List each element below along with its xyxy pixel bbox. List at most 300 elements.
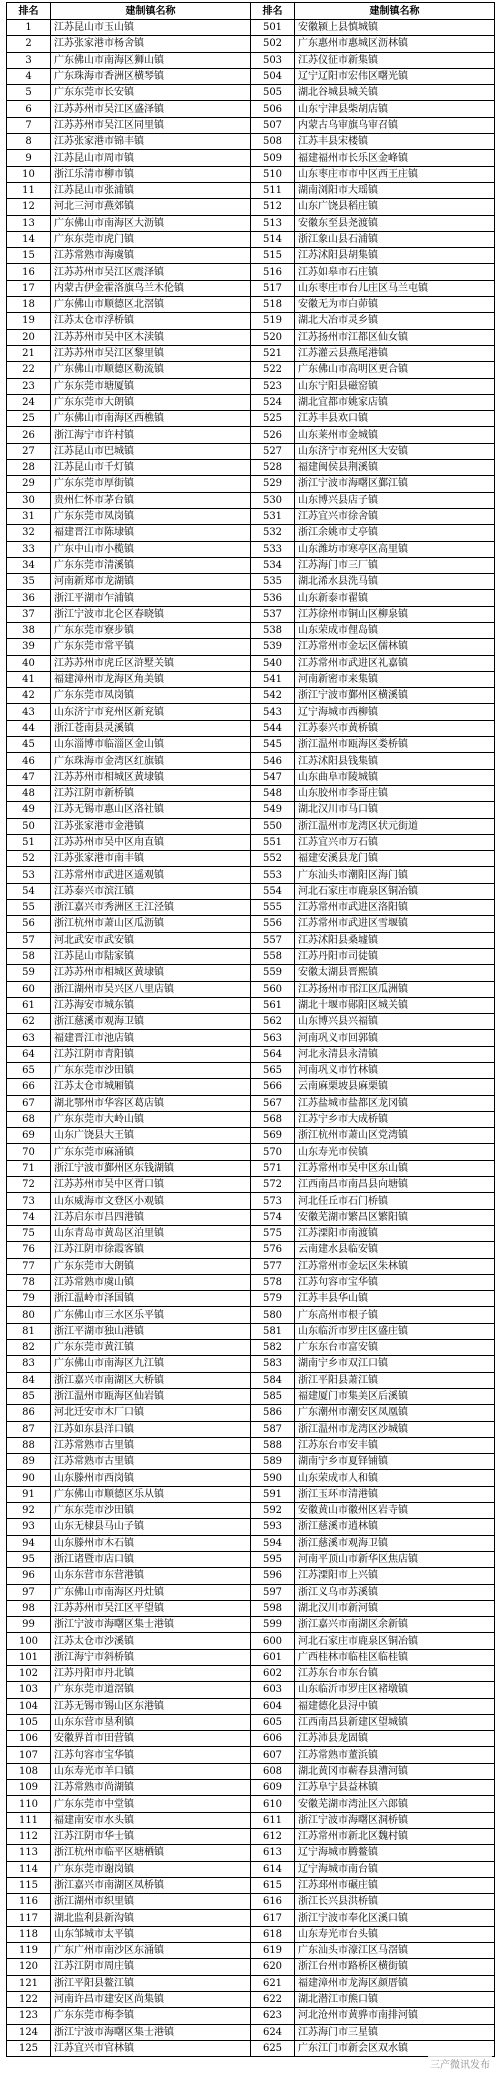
rank-left-cell: 33 xyxy=(7,541,51,557)
name-right-cell: 浙江台州市路桥区横街镇 xyxy=(295,1959,495,1975)
name-right-cell: 广东高州市根子镇 xyxy=(295,1307,495,1323)
rank-right-cell: 522 xyxy=(251,362,295,378)
name-left-cell: 广东东莞市中堂镇 xyxy=(51,1796,251,1812)
rank-right-cell: 511 xyxy=(251,182,295,198)
table-row xyxy=(7,1340,495,1356)
table-row xyxy=(7,1763,495,1779)
name-right-cell: 浙江长兴县洪桥镇 xyxy=(295,1894,495,1910)
rank-left-cell: 111 xyxy=(7,1812,51,1828)
name-right-cell: 湖南宁乡市双江口镇 xyxy=(295,1356,495,1372)
table-row xyxy=(7,101,495,117)
table-row xyxy=(7,574,495,590)
table-row xyxy=(7,231,495,247)
rank-right-cell: 524 xyxy=(251,394,295,410)
rank-left-cell: 87 xyxy=(7,1421,51,1437)
rank-right-cell: 624 xyxy=(251,2024,295,2040)
table-row xyxy=(7,606,495,622)
name-left-cell: 浙江嘉兴市秀洲区王江泾镇 xyxy=(51,900,251,916)
name-left-cell: 河北三河市燕郊镇 xyxy=(51,199,251,215)
name-right-cell: 浙江慈溪市观海卫镇 xyxy=(295,1535,495,1551)
name-left-cell: 江苏苏州市相城区黄埭镇 xyxy=(51,965,251,981)
rank-left-cell: 21 xyxy=(7,345,51,361)
rank-right-cell: 505 xyxy=(251,85,295,101)
name-left-cell: 山东淄博市临淄区金山镇 xyxy=(51,737,251,753)
name-left-cell: 广东东莞市清溪镇 xyxy=(51,557,251,573)
name-left-cell: 广东中山市小榄镇 xyxy=(51,541,251,557)
rank-right-cell: 556 xyxy=(251,916,295,932)
table-row xyxy=(7,1128,495,1144)
name-right-cell: 江苏丰县华山镇 xyxy=(295,1291,495,1307)
rank-left-cell: 91 xyxy=(7,1486,51,1502)
name-left-cell: 江苏苏州市吴江区同里镇 xyxy=(51,117,251,133)
rank-right-cell: 527 xyxy=(251,443,295,459)
table-row xyxy=(7,1046,495,1062)
rank-right-cell: 520 xyxy=(251,329,295,345)
table-row xyxy=(7,704,495,720)
rank-left-cell: 41 xyxy=(7,671,51,687)
rank-right-cell: 531 xyxy=(251,508,295,524)
rank-right-cell: 537 xyxy=(251,606,295,622)
rank-left-cell: 23 xyxy=(7,378,51,394)
name-right-cell: 福建闽侯县荆溪镇 xyxy=(295,460,495,476)
rank-right-cell: 542 xyxy=(251,688,295,704)
rank-right-cell: 596 xyxy=(251,1568,295,1584)
name-right-cell: 福建厦门市集美区后溪镇 xyxy=(295,1388,495,1404)
rank-right-cell: 540 xyxy=(251,655,295,671)
name-right-cell: 安徽无为市白茆镇 xyxy=(295,297,495,313)
name-right-cell: 山东临沂市罗庄区盛庄镇 xyxy=(295,1323,495,1339)
rank-right-cell: 550 xyxy=(251,818,295,834)
rank-left-cell: 121 xyxy=(7,1975,51,1991)
rank-right-cell: 541 xyxy=(251,671,295,687)
table-row xyxy=(7,655,495,671)
name-right-cell: 山东宁津县柴胡店镇 xyxy=(295,101,495,117)
name-left-cell: 广东佛山市顺德区北滘镇 xyxy=(51,297,251,313)
name-right-cell: 广东汕头市潮阳区海门镇 xyxy=(295,867,495,883)
name-right-cell: 江苏海门市三厂镇 xyxy=(295,557,495,573)
name-left-cell: 福建南安市水头镇 xyxy=(51,1812,251,1828)
table-row xyxy=(7,215,495,231)
name-right-cell: 江苏丹阳市司徒镇 xyxy=(295,948,495,964)
rank-left-cell: 77 xyxy=(7,1258,51,1274)
name-left-cell: 湖北鄂州市华容区葛店镇 xyxy=(51,1095,251,1111)
rank-left-cell: 66 xyxy=(7,1079,51,1095)
rank-right-cell: 546 xyxy=(251,753,295,769)
table-row xyxy=(7,1731,495,1747)
name-right-cell: 云南麻栗坡县麻栗镇 xyxy=(295,1079,495,1095)
rank-right-cell: 552 xyxy=(251,851,295,867)
table-row xyxy=(7,671,495,687)
name-right-cell: 浙江嘉兴市南湖区余新镇 xyxy=(295,1617,495,1633)
rank-left-cell: 100 xyxy=(7,1633,51,1649)
rank-left-cell: 85 xyxy=(7,1388,51,1404)
rank-right-cell: 563 xyxy=(251,1030,295,1046)
name-right-cell: 山东博兴县兴福镇 xyxy=(295,1014,495,1030)
name-right-cell: 山东寿光市侯镇 xyxy=(295,1144,495,1160)
table-row xyxy=(7,753,495,769)
rank-left-cell: 67 xyxy=(7,1095,51,1111)
rank-left-cell: 25 xyxy=(7,411,51,427)
rank-right-cell: 584 xyxy=(251,1372,295,1388)
name-right-cell: 福建安溪县龙门镇 xyxy=(295,851,495,867)
name-right-cell: 江苏仪征市新集镇 xyxy=(295,52,495,68)
table-row xyxy=(7,345,495,361)
name-right-cell: 山东荣成市俚岛镇 xyxy=(295,622,495,638)
table-row xyxy=(7,1503,495,1519)
table-row xyxy=(7,981,495,997)
name-left-cell: 江苏昆山市千灯镇 xyxy=(51,460,251,476)
rank-left-cell: 42 xyxy=(7,688,51,704)
name-left-cell: 江苏常州市武进区遥观镇 xyxy=(51,867,251,883)
table-row xyxy=(7,1568,495,1584)
table-row xyxy=(7,427,495,443)
rank-right-cell: 612 xyxy=(251,1828,295,1844)
table-row xyxy=(7,1258,495,1274)
name-left-cell: 广东佛山市顺德区乐从镇 xyxy=(51,1486,251,1502)
name-right-cell: 江西南昌县新建区望城镇 xyxy=(295,1714,495,1730)
table-row xyxy=(7,1144,495,1160)
rank-right-cell: 538 xyxy=(251,622,295,638)
name-right-cell: 河南新密市来集镇 xyxy=(295,671,495,687)
rank-left-cell: 37 xyxy=(7,606,51,622)
table-row xyxy=(7,769,495,785)
rank-left-cell: 89 xyxy=(7,1454,51,1470)
name-right-cell: 浙江宁波市海曙区洞桥镇 xyxy=(295,1812,495,1828)
table-row xyxy=(7,1600,495,1616)
rank-left-cell: 64 xyxy=(7,1046,51,1062)
rank-left-cell: 53 xyxy=(7,867,51,883)
rank-right-cell: 557 xyxy=(251,932,295,948)
name-right-cell: 河南平顶山市新华区焦店镇 xyxy=(295,1551,495,1567)
rank-right-cell: 560 xyxy=(251,981,295,997)
table-header xyxy=(7,3,495,20)
rank-left-cell: 76 xyxy=(7,1242,51,1258)
table-row xyxy=(7,1160,495,1176)
name-right-cell: 湖北浠水县洗马镇 xyxy=(295,574,495,590)
name-right-cell: 江苏常州市金坛区朱林镇 xyxy=(295,1258,495,1274)
rank-left-cell: 55 xyxy=(7,900,51,916)
name-left-cell: 浙江温岭市泽国镇 xyxy=(51,1291,251,1307)
table-row xyxy=(7,1437,495,1453)
name-left-cell: 广东东莞市沙田镇 xyxy=(51,1063,251,1079)
rank-left-cell: 125 xyxy=(7,2040,51,2056)
rank-right-cell: 554 xyxy=(251,883,295,899)
rank-right-cell: 518 xyxy=(251,297,295,313)
rank-left-cell: 108 xyxy=(7,1763,51,1779)
name-right-cell: 浙江温州市瓯海区娄桥镇 xyxy=(295,737,495,753)
name-left-cell: 江苏太仓市沙溪镇 xyxy=(51,1633,251,1649)
name-right-cell: 湖北十堰市郧阳区城关镇 xyxy=(295,997,495,1013)
rank-right-cell: 547 xyxy=(251,769,295,785)
rank-left-cell: 122 xyxy=(7,1991,51,2007)
name-left-cell: 江苏海安市城东镇 xyxy=(51,997,251,1013)
name-left-cell: 广东东莞市谢岗镇 xyxy=(51,1861,251,1877)
table-row xyxy=(7,280,495,296)
rank-left-cell: 116 xyxy=(7,1894,51,1910)
table-row xyxy=(7,1372,495,1388)
name-right-cell: 湖北谷城县城关镇 xyxy=(295,85,495,101)
rank-left-cell: 95 xyxy=(7,1551,51,1567)
name-left-cell: 浙江平阳县鳌江镇 xyxy=(51,1975,251,1991)
rank-left-cell: 52 xyxy=(7,851,51,867)
name-left-cell: 山东无棣县马山子镇 xyxy=(51,1519,251,1535)
name-right-cell: 江苏常州市新北区魏村镇 xyxy=(295,1828,495,1844)
rank-right-cell: 595 xyxy=(251,1551,295,1567)
rank-left-cell: 86 xyxy=(7,1405,51,1421)
rank-right-cell: 565 xyxy=(251,1063,295,1079)
rank-left-cell: 51 xyxy=(7,834,51,850)
name-left-cell: 江苏太仓市城厢镇 xyxy=(51,1079,251,1095)
rank-right-cell: 603 xyxy=(251,1682,295,1698)
rank-right-cell: 571 xyxy=(251,1160,295,1176)
name-left-cell: 广东东莞市梅李镇 xyxy=(51,2008,251,2024)
name-left-cell: 河南许昌市建安区尚集镇 xyxy=(51,1991,251,2007)
table-row xyxy=(7,20,495,36)
name-left-cell: 广东东莞市大岭山镇 xyxy=(51,1111,251,1127)
name-right-cell: 浙江宁波市奉化区溪口镇 xyxy=(295,1910,495,1926)
rank-left-cell: 113 xyxy=(7,1845,51,1861)
table-row xyxy=(7,1519,495,1535)
rank-right-cell: 610 xyxy=(251,1796,295,1812)
name-right-cell: 江苏东台市安丰镇 xyxy=(295,1437,495,1453)
rank-right-cell: 523 xyxy=(251,378,295,394)
rank-right-cell: 559 xyxy=(251,965,295,981)
name-right-cell: 江苏如皋市石庄镇 xyxy=(295,264,495,280)
name-left-cell: 浙江嘉兴市南湖区凤桥镇 xyxy=(51,1877,251,1893)
name-left-cell: 山东济宁市兖州区新兖镇 xyxy=(51,704,251,720)
name-left-cell: 江苏无锡市惠山区洛社镇 xyxy=(51,802,251,818)
table-row xyxy=(7,52,495,68)
table-row xyxy=(7,1421,495,1437)
name-right-cell: 江苏丰县宋楼镇 xyxy=(295,134,495,150)
table-row xyxy=(7,378,495,394)
rank-left-cell: 5 xyxy=(7,85,51,101)
rank-left-cell: 123 xyxy=(7,2008,51,2024)
rank-right-cell: 529 xyxy=(251,476,295,492)
rank-right-cell: 592 xyxy=(251,1503,295,1519)
name-right-cell: 河北永清县永清镇 xyxy=(295,1046,495,1062)
rank-right-cell: 568 xyxy=(251,1111,295,1127)
name-left-cell: 广东东莞市麻涌镇 xyxy=(51,1144,251,1160)
name-right-cell: 安徽东至县尧渡镇 xyxy=(295,215,495,231)
table-row xyxy=(7,1356,495,1372)
rank-right-cell: 578 xyxy=(251,1274,295,1290)
rank-right-cell: 515 xyxy=(251,248,295,264)
name-left-cell: 江苏江阴市徐霞客镇 xyxy=(51,1242,251,1258)
rank-left-cell: 18 xyxy=(7,297,51,313)
name-right-cell: 浙江宁波市鄞州区横溪镇 xyxy=(295,688,495,704)
rank-right-cell: 622 xyxy=(251,1991,295,2007)
name-left-cell: 江苏常熟市古里镇 xyxy=(51,1454,251,1470)
rank-right-cell: 562 xyxy=(251,1014,295,1030)
name-left-cell: 河南新郑市龙湖镇 xyxy=(51,574,251,590)
name-left-cell: 江苏丹阳市丹北镇 xyxy=(51,1665,251,1681)
name-right-cell: 江苏沭阳县桑墟镇 xyxy=(295,932,495,948)
name-left-cell: 江苏苏州市吴江区盛泽镇 xyxy=(51,101,251,117)
rank-right-cell: 598 xyxy=(251,1600,295,1616)
table-row xyxy=(7,1470,495,1486)
rank-right-cell: 548 xyxy=(251,785,295,801)
name-left-cell: 江苏启东市吕四港镇 xyxy=(51,1209,251,1225)
rank-left-cell: 26 xyxy=(7,427,51,443)
name-right-cell: 江苏常州市吴中区东山镇 xyxy=(295,1160,495,1176)
rank-left-cell: 24 xyxy=(7,394,51,410)
table-row xyxy=(7,818,495,834)
table-row xyxy=(7,85,495,101)
name-left-cell: 广东东莞市虎门镇 xyxy=(51,231,251,247)
name-left-cell: 广东广州市南沙区东涌镇 xyxy=(51,1943,251,1959)
rank-left-cell: 20 xyxy=(7,329,51,345)
table-row xyxy=(7,1323,495,1339)
table-row xyxy=(7,932,495,948)
name-left-cell: 浙江杭州市临平区塘栖镇 xyxy=(51,1845,251,1861)
name-right-cell: 山东新泰市翟镇 xyxy=(295,590,495,606)
name-right-cell: 山东枣庄市台儿庄区马兰屯镇 xyxy=(295,280,495,296)
name-right-cell: 浙江杭州市萧山区党湾镇 xyxy=(295,1128,495,1144)
name-right-cell: 江苏丰县欢口镇 xyxy=(295,411,495,427)
rank-right-cell: 509 xyxy=(251,150,295,166)
name-right-cell: 湖南浏阳市大瑶镇 xyxy=(295,182,495,198)
name-right-cell: 江苏沛县龙固镇 xyxy=(295,1731,495,1747)
name-right-cell: 江苏常熟市董浜镇 xyxy=(295,1747,495,1763)
rank-left-cell: 93 xyxy=(7,1519,51,1535)
rank-left-cell: 114 xyxy=(7,1861,51,1877)
rank-left-cell: 39 xyxy=(7,639,51,655)
name-left-cell: 浙江宁波市海曙区集士港镇 xyxy=(51,1617,251,1633)
rank-right-cell: 519 xyxy=(251,313,295,329)
name-left-cell: 江苏张家港市杨舍镇 xyxy=(51,36,251,52)
table-row xyxy=(7,1975,495,1991)
rank-right-cell: 597 xyxy=(251,1584,295,1600)
rank-left-cell: 105 xyxy=(7,1714,51,1730)
name-right-cell: 江苏泰兴市黄桥镇 xyxy=(295,720,495,736)
table-row xyxy=(7,785,495,801)
rank-left-cell: 63 xyxy=(7,1030,51,1046)
name-right-cell: 江苏扬州市江都区仙女镇 xyxy=(295,329,495,345)
rank-right-cell: 512 xyxy=(251,199,295,215)
rank-right-cell: 600 xyxy=(251,1633,295,1649)
name-right-cell: 山东广饶县稻庄镇 xyxy=(295,199,495,215)
name-right-cell: 安徽芜湖市湾沚区六郎镇 xyxy=(295,1796,495,1812)
name-right-cell: 江苏盐城市盐都区龙冈镇 xyxy=(295,1095,495,1111)
table-row xyxy=(7,313,495,329)
rank-left-cell: 8 xyxy=(7,134,51,150)
name-left-cell: 广东东莞市沙田镇 xyxy=(51,1503,251,1519)
rank-left-cell: 9 xyxy=(7,150,51,166)
ranking-table xyxy=(6,2,495,2057)
rank-right-cell: 620 xyxy=(251,1959,295,1975)
name-left-cell: 江苏苏州市吴中区胥口镇 xyxy=(51,1177,251,1193)
name-left-cell: 江苏苏州市吴江区震泽镇 xyxy=(51,264,251,280)
table-row xyxy=(7,362,495,378)
name-right-cell: 河南巩义市回郭镇 xyxy=(295,1030,495,1046)
name-left-cell: 山东广饶县大王镇 xyxy=(51,1128,251,1144)
rank-right-cell: 504 xyxy=(251,68,295,84)
rank-left-cell: 2 xyxy=(7,36,51,52)
header-row xyxy=(7,3,495,20)
table-row xyxy=(7,639,495,655)
rank-right-cell: 567 xyxy=(251,1095,295,1111)
name-right-cell: 广东汕头市濠江区马滘镇 xyxy=(295,1943,495,1959)
rank-left-cell: 110 xyxy=(7,1796,51,1812)
table-row xyxy=(7,394,495,410)
name-left-cell: 浙江宁波市鄞州区东钱湖镇 xyxy=(51,1160,251,1176)
name-left-cell: 江苏苏州市吴江区黎里镇 xyxy=(51,345,251,361)
table-row xyxy=(7,1551,495,1567)
name-right-cell: 江苏常州市武进区雪堰镇 xyxy=(295,916,495,932)
rank-right-cell: 586 xyxy=(251,1405,295,1421)
name-left-cell: 浙江宁波市海曙区集士港镇 xyxy=(51,2024,251,2040)
rank-left-cell: 82 xyxy=(7,1340,51,1356)
rank-right-cell: 589 xyxy=(251,1454,295,1470)
table-row xyxy=(7,1307,495,1323)
rank-left-cell: 19 xyxy=(7,313,51,329)
table-row xyxy=(7,476,495,492)
name-left-cell: 广东东莞市凤岗镇 xyxy=(51,508,251,524)
name-left-cell: 江苏昆山市陆家镇 xyxy=(51,948,251,964)
name-right-cell: 江苏宁乡市大成桥镇 xyxy=(295,1111,495,1127)
name-left-cell: 山东寿光市羊口镇 xyxy=(51,1763,251,1779)
name-right-cell: 江苏东台市东台镇 xyxy=(295,1665,495,1681)
rank-left-cell: 11 xyxy=(7,182,51,198)
table-row xyxy=(7,1633,495,1649)
table-row xyxy=(7,1665,495,1681)
name-left-cell: 广东佛山市南海区九江镇 xyxy=(51,1356,251,1372)
table-row xyxy=(7,2008,495,2024)
name-right-cell: 山东潍坊市寒亭区高里镇 xyxy=(295,541,495,557)
name-left-cell: 江苏江阴市华士镇 xyxy=(51,1828,251,1844)
table-row xyxy=(7,1991,495,2007)
rank-right-cell: 623 xyxy=(251,2008,295,2024)
table-row xyxy=(7,1111,495,1127)
name-right-cell: 河北石家庄市鹿泉区铜冶镇 xyxy=(295,883,495,899)
rank-left-cell: 101 xyxy=(7,1649,51,1665)
table-row xyxy=(7,1861,495,1877)
rank-right-cell: 528 xyxy=(251,460,295,476)
name-left-cell: 广东东莞市大朗镇 xyxy=(51,394,251,410)
rank-left-cell: 47 xyxy=(7,769,51,785)
name-right-cell: 江苏邳州市碾庄镇 xyxy=(295,1877,495,1893)
table-row xyxy=(7,150,495,166)
rank-left-cell: 109 xyxy=(7,1780,51,1796)
rank-left-cell: 16 xyxy=(7,264,51,280)
rank-left-cell: 103 xyxy=(7,1682,51,1698)
rank-left-cell: 124 xyxy=(7,2024,51,2040)
rank-right-cell: 558 xyxy=(251,948,295,964)
name-left-cell: 广东东莞市大朗镇 xyxy=(51,1258,251,1274)
name-right-cell: 江苏海门市三星镇 xyxy=(295,2024,495,2040)
name-right-cell: 湖南宁乡市夏铎铺镇 xyxy=(295,1454,495,1470)
name-left-cell: 江苏苏州市吴江区平望镇 xyxy=(51,1600,251,1616)
name-right-cell: 江苏常州市武进区洛阳镇 xyxy=(295,900,495,916)
name-left-cell: 广东东莞市黄江镇 xyxy=(51,1340,251,1356)
rank-left-cell: 74 xyxy=(7,1209,51,1225)
rank-left-cell: 70 xyxy=(7,1144,51,1160)
table-row xyxy=(7,508,495,524)
rank-right-cell: 611 xyxy=(251,1812,295,1828)
name-left-cell: 浙江海宁市许村镇 xyxy=(51,427,251,443)
rank-left-cell: 115 xyxy=(7,1877,51,1893)
name-right-cell: 江苏宜兴市徐舍镇 xyxy=(295,508,495,524)
name-left-cell: 江苏常熟市古里镇 xyxy=(51,1437,251,1453)
name-right-cell: 安徽黄山市徽州区岩寺镇 xyxy=(295,1503,495,1519)
rank-left-cell: 71 xyxy=(7,1160,51,1176)
table-row xyxy=(7,1959,495,1975)
name-right-cell: 江苏扬州市邗江区瓜洲镇 xyxy=(295,981,495,997)
rank-left-cell: 65 xyxy=(7,1063,51,1079)
rank-left-cell: 60 xyxy=(7,981,51,997)
name-right-cell: 广东佛山市高明区更合镇 xyxy=(295,362,495,378)
